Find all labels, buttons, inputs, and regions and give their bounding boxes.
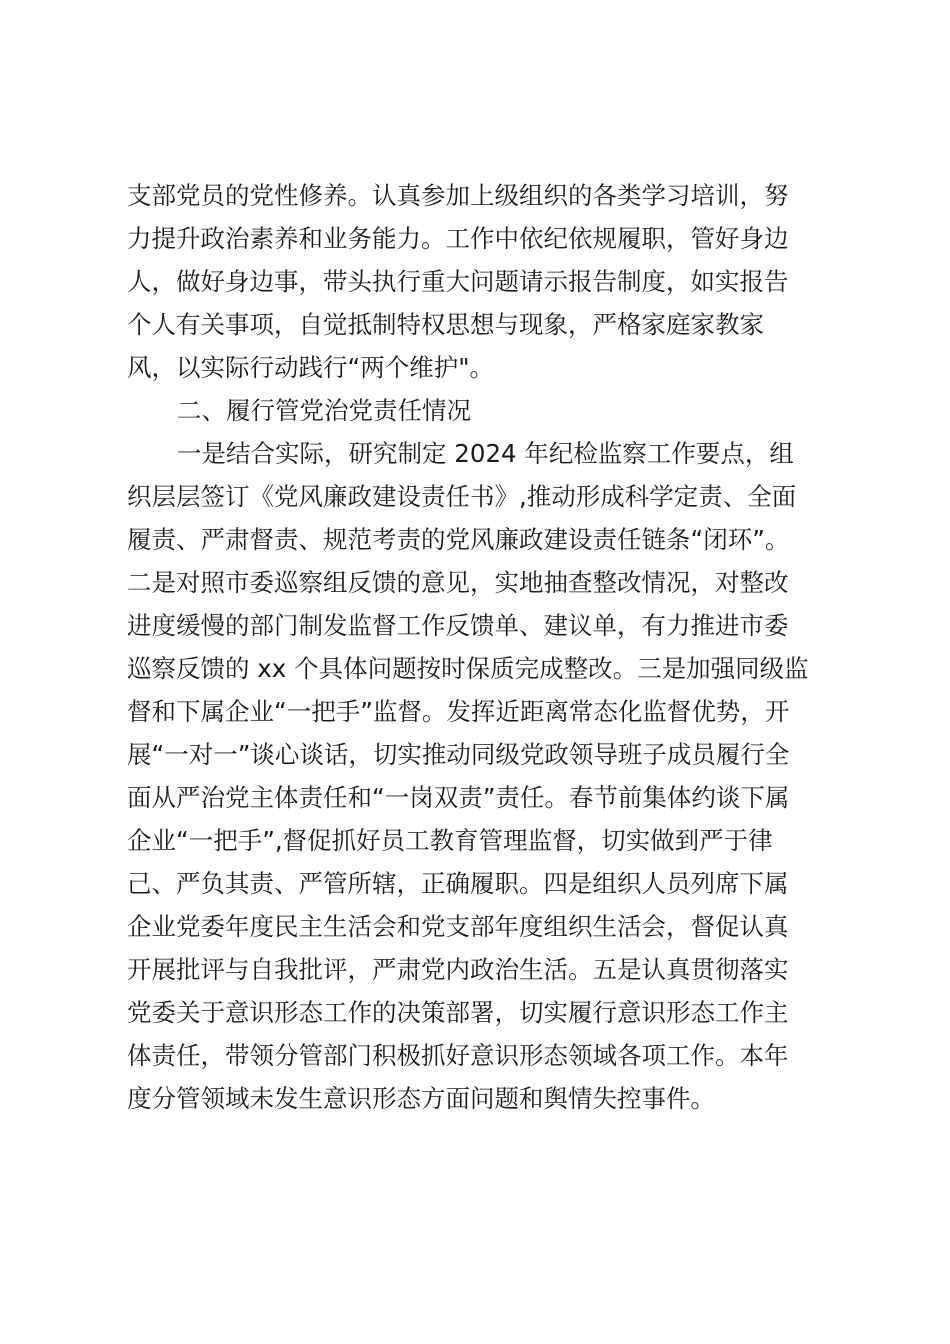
body-text [127, 174, 837, 1120]
text-line: 织层层签订《党风廉政建设责任书》,推动形成科学定责、全面 [127, 482, 797, 511]
text-line: 人，做好身边事，带头执行重大问题请示报告制度，如实报告 [127, 267, 789, 296]
text-line: 度分管领域未发生意识形态方面问题和舆情失控事件。 [127, 1084, 715, 1113]
text-line: 履责、严肃督责、规范考责的党风廉政建设责任链条“闭环”。 [127, 525, 790, 554]
text-line: 展“一对一”谈心谈话，切实推动同级党政领导班子成员履行全 [127, 740, 790, 769]
text-line: 支部党员的党性修养。认真参加上级组织的各类学习培训，努 [127, 181, 789, 210]
text-line: 企业“一把手”,督促抓好员工教育管理监督，切实做到严于律 [127, 826, 773, 855]
text-line: 己、严负其责、严管所辖，正确履职。四是组织人员列席下属 [127, 869, 789, 898]
text-line: 开展批评与自我批评，严肃党内政治生活。五是认真贯彻落实 [127, 955, 789, 984]
text-line: 面从严治党主体责任和“一岗双责”责任。春节前集体约谈下属 [127, 783, 790, 812]
text-line: 督和下属企业“一把手”监督。发挥近距离常态化监督优势，开 [127, 697, 790, 726]
text-line: 党委关于意识形态工作的决策部署，切实履行意识形态工作主 [127, 998, 789, 1027]
text-line: 进度缓慢的部门制发监督工作反馈单、建议单，有力推进市委 [127, 611, 789, 640]
text-line: 体责任，带领分管部门积极抓好意识形态领域各项工作。本年 [127, 1041, 789, 1070]
text-line: 个人有关事项，自觉抵制特权思想与现象，严格家庭家教家 [127, 310, 764, 339]
text-line: 风，以实际行动践行“两个维护"。 [127, 353, 494, 382]
paragraph-first-line: 一是结合实际，研究制定 2024 年纪检监察工作要点，组 [177, 439, 794, 468]
text-line: 二是对照市委巡察组反馈的意见，实地抽查整改情况，对整改 [127, 568, 789, 597]
section-heading: 二、履行管党治党责任情况 [177, 396, 471, 425]
text-line: 巡察反馈的 xx 个具体问题按时保质完成整改。三是加强同级监 [127, 654, 809, 683]
text-line: 企业党委年度民主生活会和党支部年度组织生活会，督促认真 [127, 912, 789, 941]
text-line: 力提升政治素养和业务能力。工作中依纪依规履职，管好身边 [127, 224, 789, 253]
